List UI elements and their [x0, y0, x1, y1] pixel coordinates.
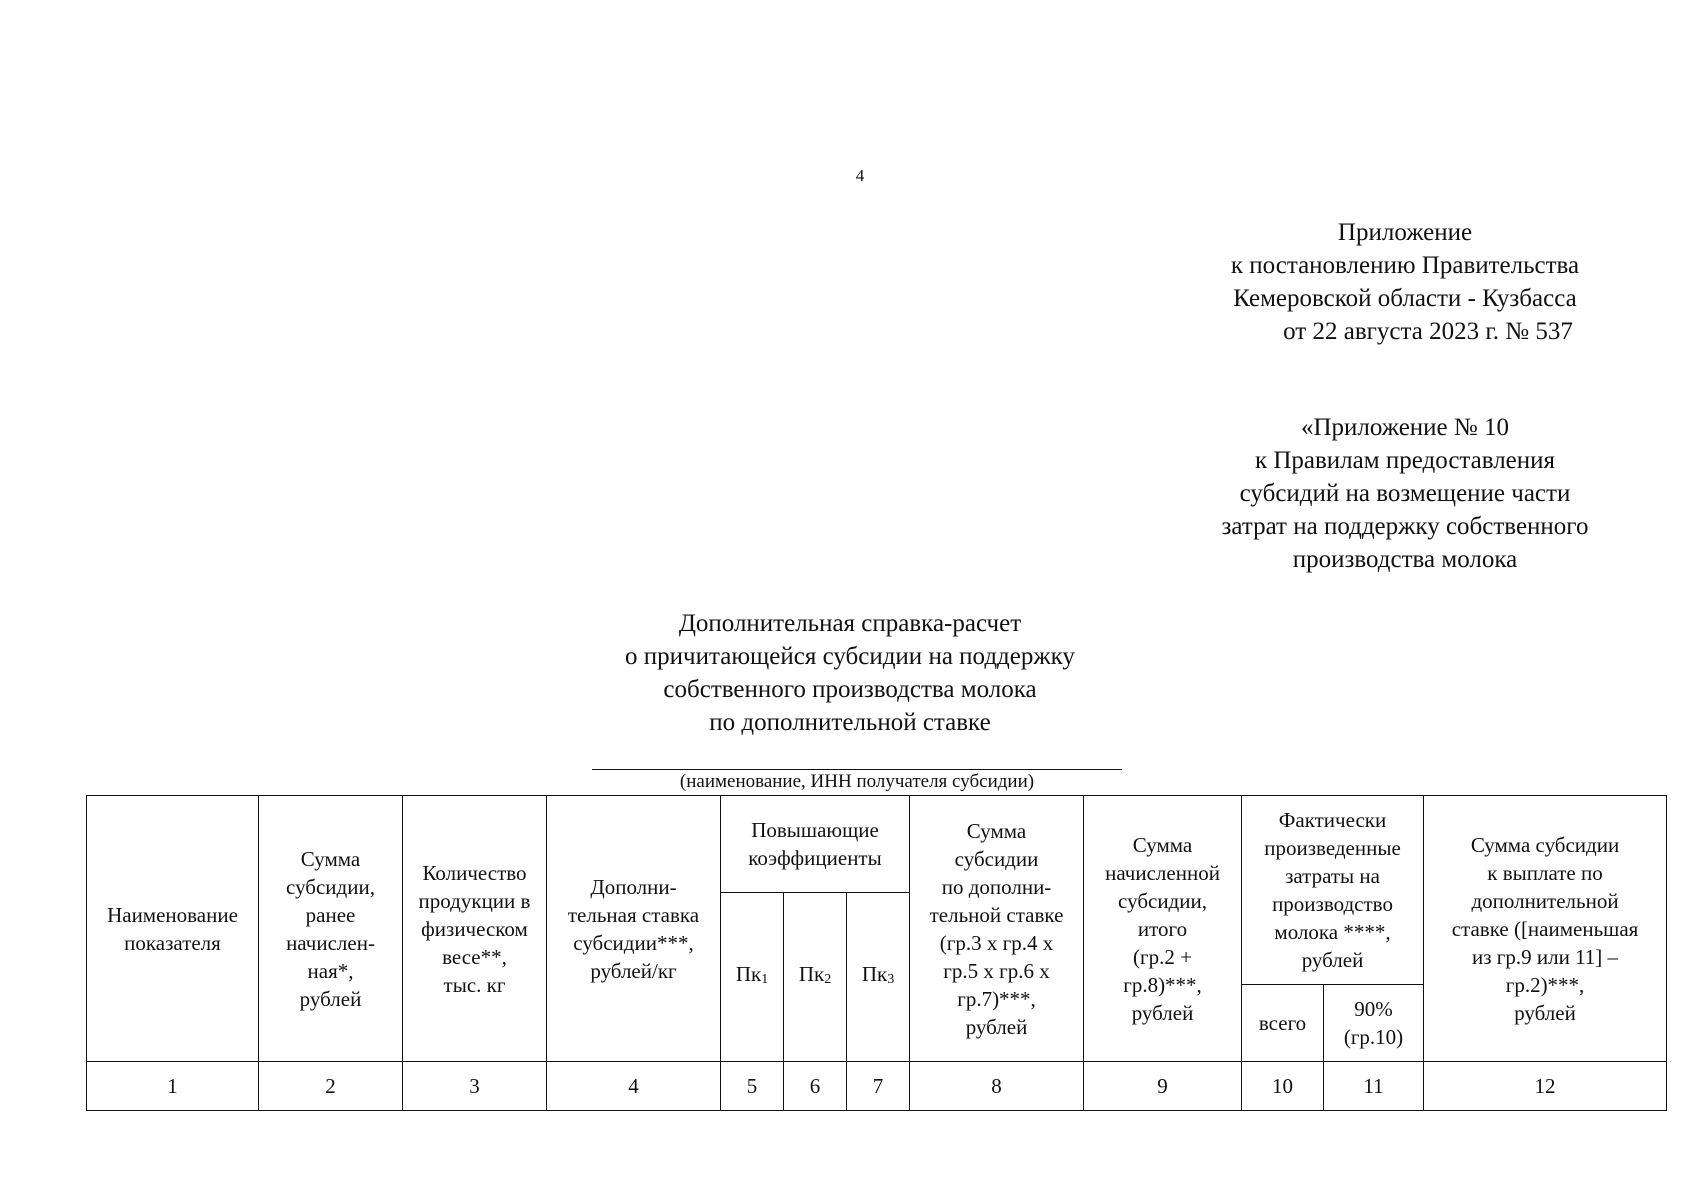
header-line: рублей [965, 1014, 1028, 1039]
header-line: весе**, [442, 944, 507, 969]
document-title [570, 607, 1130, 739]
approval-block [1160, 216, 1650, 348]
approval-line: Приложение [1337, 219, 1473, 246]
column-number: 7 [847, 1062, 910, 1111]
approval-line: от 22 августа 2023 г. № 537 [1283, 318, 1573, 345]
header-line: продукции в [418, 888, 531, 913]
header-add-rate [547, 796, 721, 1062]
pk2-base: Пк [798, 962, 825, 986]
header-line: тельная ставка [567, 902, 700, 927]
header-line: к выплате по [1487, 860, 1603, 885]
header-coefficients [721, 796, 910, 893]
annex-line: субсидий на возмещение части [1239, 480, 1571, 507]
header-sum-total [1084, 796, 1242, 1062]
column-number: 6 [784, 1062, 847, 1111]
header-line: произведенные [1264, 836, 1401, 860]
recipient-caption: (наименование, ИНН получателя субсидии) [679, 771, 1035, 792]
header-line: Количество [422, 860, 527, 885]
header-line: из гр.9 или 11] – [1471, 944, 1619, 969]
header-line: гр.8)***, [1123, 972, 1202, 997]
column-number: 8 [910, 1062, 1084, 1111]
pk1-index: 1 [761, 972, 769, 987]
header-line: (гр.10) [1343, 1025, 1404, 1049]
header-line: (гр.3 х гр.4 х [939, 930, 1054, 955]
header-quantity [403, 796, 547, 1062]
pk2-index: 2 [824, 972, 832, 987]
header-line: дополнительной [1471, 888, 1619, 913]
header-pk1 [721, 893, 784, 1062]
title-line: по дополнительной ставке [709, 709, 991, 736]
header-line: субсидии***, [573, 930, 694, 955]
header-line: показателя [124, 930, 221, 955]
pk3-index: 3 [887, 972, 895, 987]
page-number: 4 [855, 166, 865, 185]
annex-line: «Приложение № 10 [1300, 414, 1510, 441]
header-line: начислен- [286, 930, 375, 955]
header-line: Сумма [1132, 832, 1193, 857]
column-number: 9 [1084, 1062, 1242, 1111]
header-line: (гр.2 + [1133, 944, 1192, 969]
recipient-fill-line [592, 769, 1122, 770]
header-line: Фактически [1278, 808, 1387, 832]
title-line: о причитающейся субсидии на поддержку [625, 643, 1075, 670]
header-line: ная*, [307, 958, 354, 983]
header-line: субсидии [954, 846, 1039, 871]
header-pk2 [784, 893, 847, 1062]
header-line: Дополни- [590, 874, 677, 899]
header-line: гр.5 х гр.6 х [943, 958, 1050, 983]
header-line: коэффициенты [748, 846, 882, 870]
header-line: субсидии, [1118, 888, 1207, 913]
header-line: рублей [299, 986, 362, 1011]
approval-line: к постановлению Правительства [1230, 252, 1580, 279]
header-line: субсидии, [286, 874, 375, 899]
header-prev-sum [259, 796, 403, 1062]
header-line: 90% [1354, 997, 1393, 1021]
column-number: 10 [1242, 1062, 1324, 1111]
header-line: тыс. кг [443, 972, 506, 997]
header-line: производство [1272, 892, 1393, 916]
pk3-base: Пк [861, 962, 888, 986]
header-line: физическом [421, 916, 528, 941]
title-line: собственного производства молока [663, 676, 1037, 703]
column-numbers-row [87, 1062, 1667, 1111]
annex-block [1160, 411, 1650, 576]
header-actual-costs [1242, 796, 1424, 985]
annex-line: затрат на поддержку собственного [1221, 513, 1589, 540]
header-line: начисленной [1105, 860, 1220, 885]
header-line: по дополни- [941, 874, 1052, 899]
header-line: Наименование [107, 902, 238, 927]
header-costs-total: всего [1242, 985, 1324, 1062]
title-line: Дополнительная справка-расчет [678, 610, 1022, 637]
header-line: гр.7)***, [957, 986, 1036, 1011]
header-indicator [87, 796, 259, 1062]
column-number: 2 [259, 1062, 403, 1111]
header-line: затраты на [1285, 864, 1380, 888]
column-number: 3 [403, 1062, 547, 1111]
column-number: 11 [1324, 1062, 1424, 1111]
column-number: 12 [1424, 1062, 1667, 1111]
column-number: 5 [721, 1062, 784, 1111]
approval-line: Кемеровской области - Кузбасса [1233, 285, 1577, 312]
annex-line: производства молока [1292, 546, 1518, 573]
calculation-table [86, 795, 1667, 1111]
header-line: рублей [1131, 1000, 1194, 1025]
header-line: итого [1137, 916, 1188, 941]
header-line: молока ****, [1274, 920, 1391, 944]
column-number: 1 [87, 1062, 259, 1111]
annex-line: к Правилам предоставления [1254, 447, 1556, 474]
header-line: тельной ставке [929, 902, 1064, 927]
header-sum-add-rate [910, 796, 1084, 1062]
header-line: ставке ([наименьшая [1451, 916, 1639, 941]
header-line: Повышающие [751, 818, 879, 842]
header-pk3 [847, 893, 910, 1062]
header-line: рублей [1301, 948, 1364, 972]
column-number: 4 [547, 1062, 721, 1111]
header-line: рублей [1514, 1000, 1576, 1025]
header-line: Сумма [300, 846, 361, 871]
header-line: гр.2)***, [1505, 972, 1585, 997]
header-line: рублей/кг [590, 958, 677, 983]
header-line: ранее [305, 902, 356, 927]
header-costs-90 [1324, 985, 1424, 1062]
header-line: Сумма субсидии [1470, 832, 1620, 857]
pk1-base: Пк [735, 962, 762, 986]
header-payout [1424, 796, 1667, 1062]
header-line: Сумма [966, 818, 1027, 843]
